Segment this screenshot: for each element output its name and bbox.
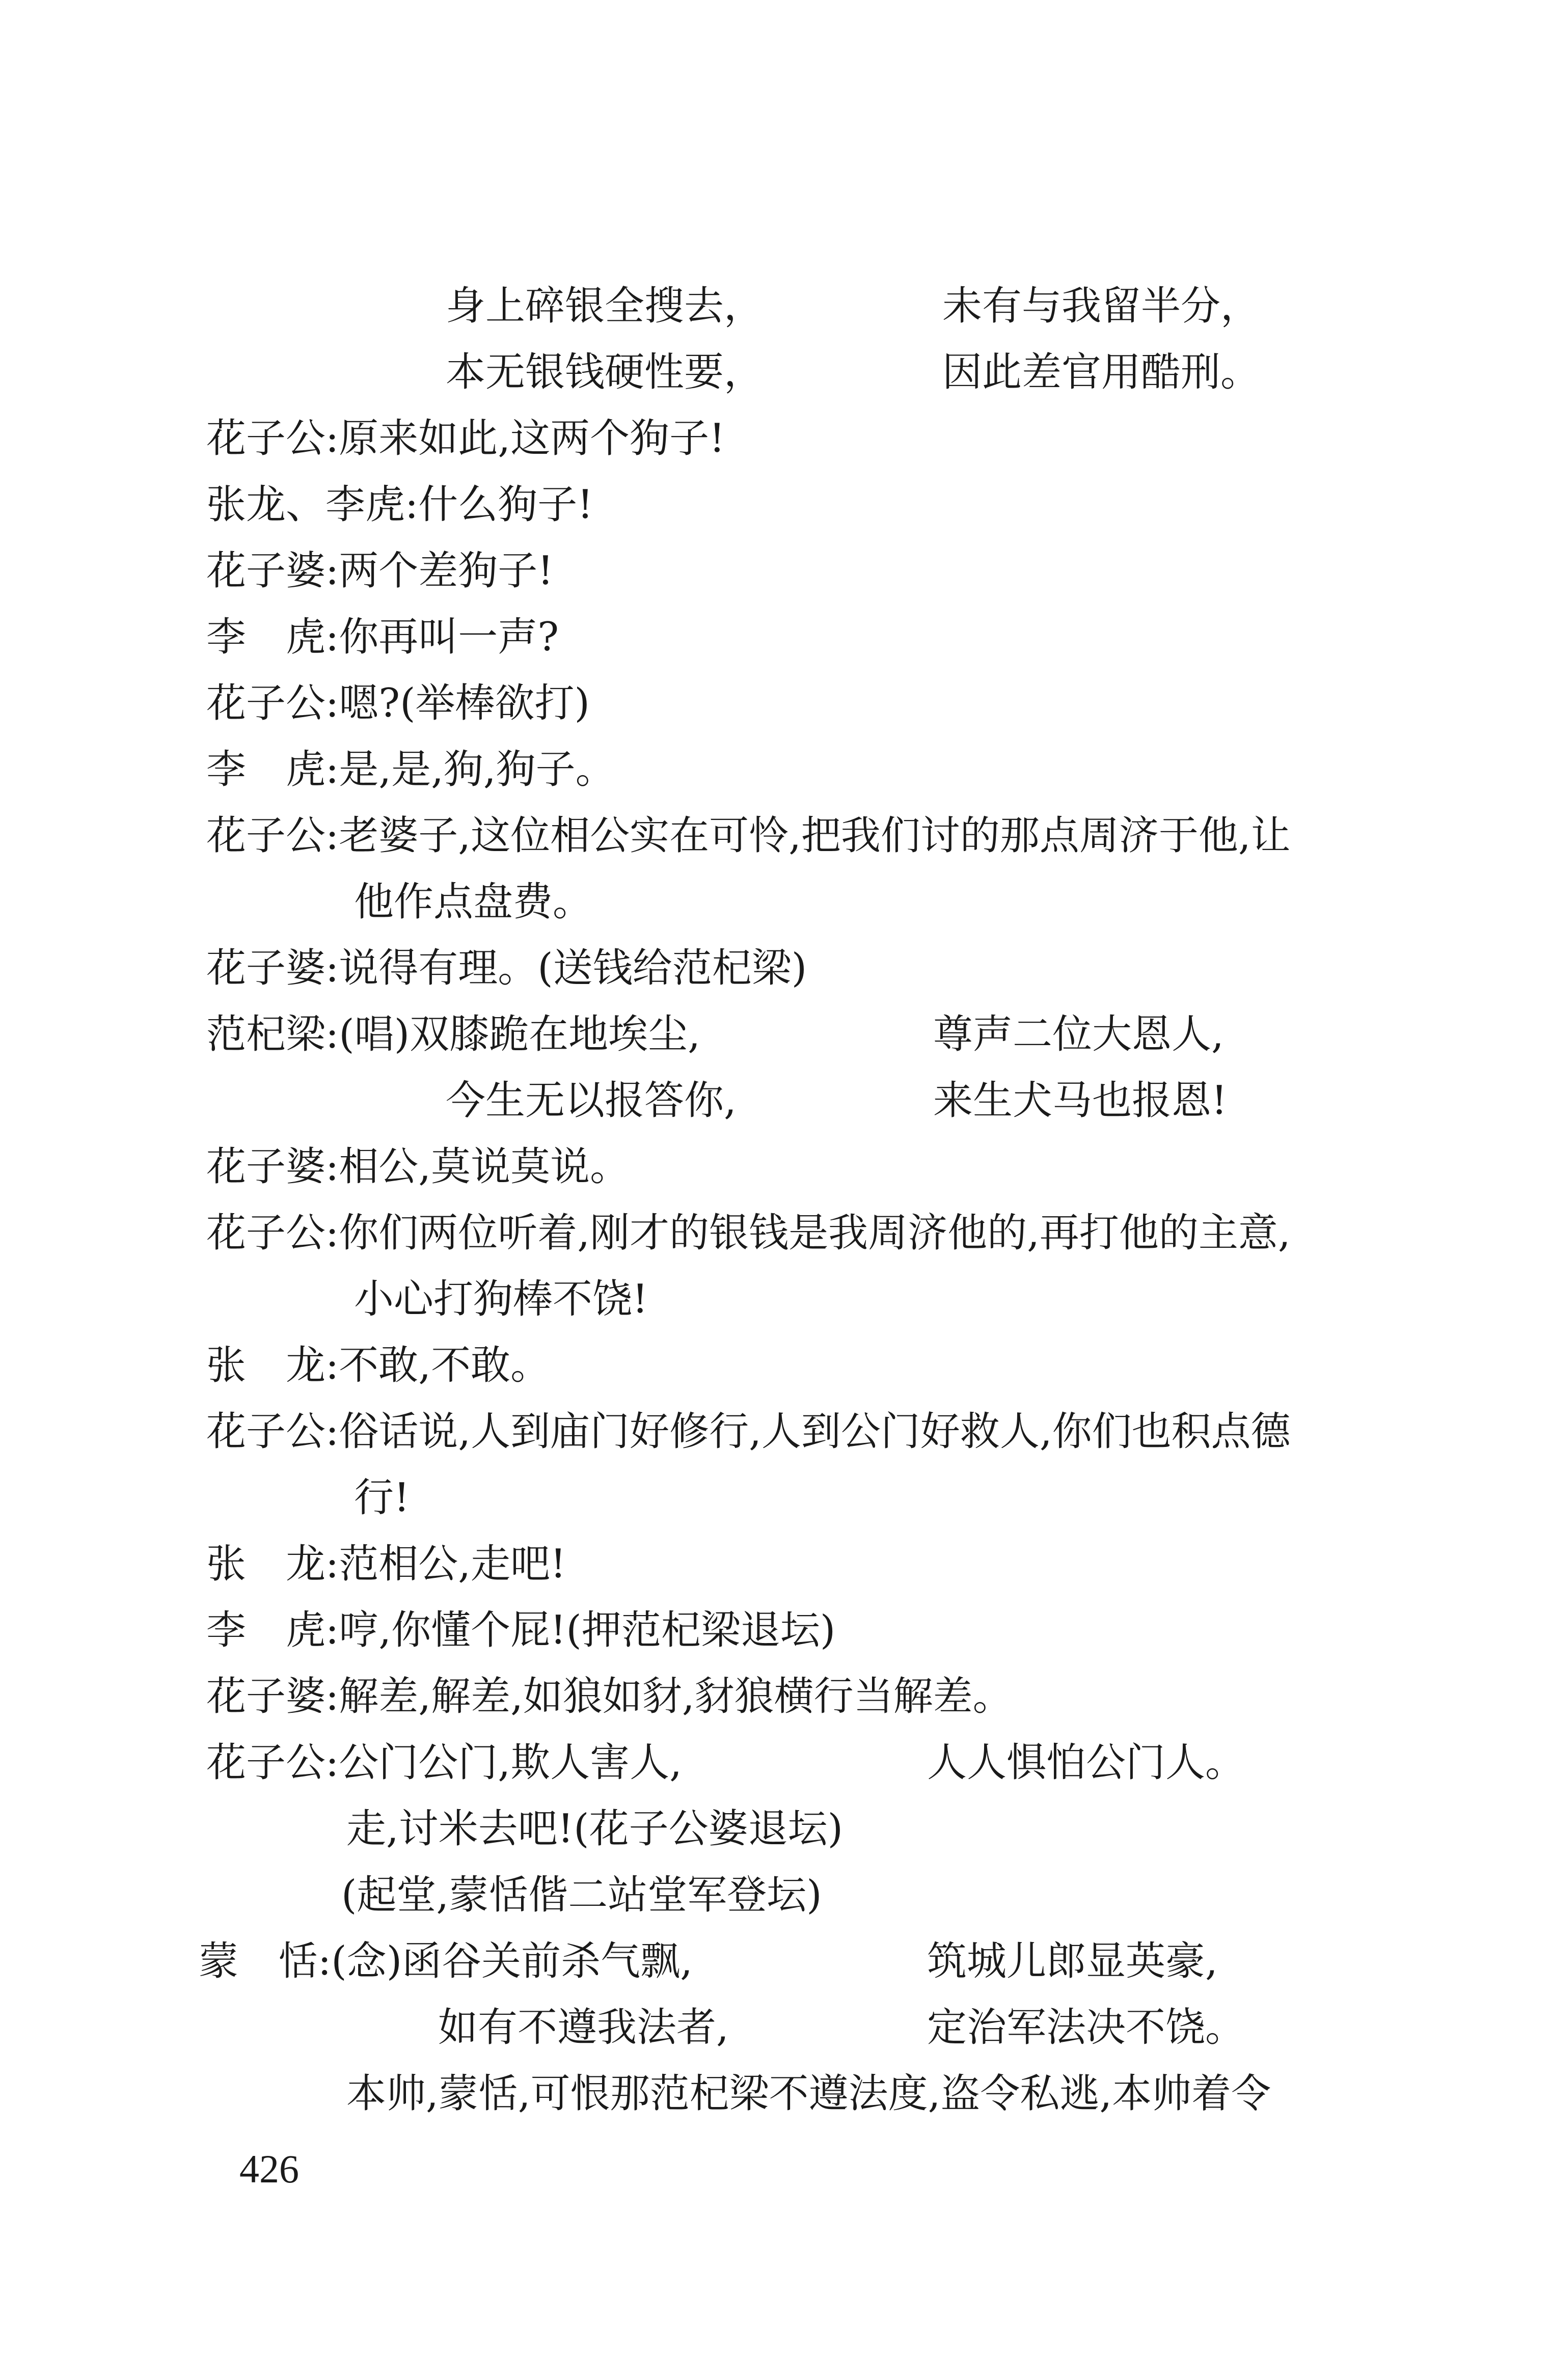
verse-line: 尊声二位大恩人, [933, 1011, 1224, 1057]
dialogue-line: 花子婆:解差,解差,如狼如豺,豺狼横行当解差。 [206, 1674, 1013, 1719]
page-number: 426 [239, 2147, 299, 2191]
dialogue-line: 范杞梁:(唱)双膝跪在地埃尘, [206, 1011, 700, 1057]
dialogue-continuation: 行! [354, 1475, 410, 1521]
verse-line-2a: 本无银钱硬性要， [446, 349, 764, 395]
verse-line: 如有不遵我法者, [438, 2005, 729, 2050]
verse-line: 今生无以报答你, [446, 1078, 737, 1124]
dialogue-line: 花子婆:说得有理。(送钱给范杞梁) [206, 945, 807, 991]
verse-line: 人人惧怕公门人。 [927, 1740, 1245, 1786]
dialogue-line: 花子公:你们两位听着,刚才的银钱是我周济他的,再打他的主意, [206, 1210, 1291, 1256]
dialogue-line: 蒙 恬:(念)函谷关前杀气飘, [199, 1938, 693, 1984]
verse-line-2b: 因此差官用酷刑。 [942, 349, 1261, 395]
dialogue-line: 花子公:原来如此,这两个狗子! [206, 416, 725, 461]
dialogue-line: 张龙、李虎:什么狗子! [206, 482, 593, 528]
dialogue-line: 花子婆:两个差狗子! [206, 548, 554, 594]
dialogue-line: 张 龙:范相公,走吧! [206, 1541, 566, 1587]
dialogue-line: 李 虎:你再叫一声? [206, 614, 559, 660]
verse-line: 筑城儿郎显英豪, [927, 1938, 1218, 1984]
dialogue-continuation: 走,讨米去吧!(花子公婆退坛) [346, 1806, 843, 1852]
verse-line: 来生犬马也报恩! [933, 1078, 1228, 1124]
verse-line-1b: 未有与我留半分， [942, 283, 1261, 329]
dialogue-line: 花子公:嗯?(举棒欲打) [206, 680, 590, 726]
verse-line: 定治军法决不饶。 [927, 2005, 1245, 2050]
narration-line: 本帅,蒙恬,可恨那范杞梁不遵法度,盗令私逃,本帅着令 [346, 2071, 1271, 2117]
dialogue-line: 花子公:公门公门,欺人害人, [206, 1740, 682, 1786]
dialogue-line: 李 虎:哼,你懂个屁!(押范杞梁退坛) [206, 1607, 836, 1653]
dialogue-line: 花子公:俗话说,人到庙门好修行,人到公门好救人,你们也积点德 [206, 1409, 1291, 1455]
verse-line-1a: 身上碎银全搜去， [446, 283, 764, 329]
dialogue-line: 李 虎:是,是,狗,狗子。 [206, 747, 615, 792]
dialogue-line: 花子公:老婆子,这位相公实在可怜,把我们讨的那点周济于他,让 [206, 813, 1291, 859]
dialogue-line: 花子婆:相公,莫说莫说。 [206, 1144, 630, 1190]
stage-direction: (起堂,蒙恬偕二站堂军登坛) [341, 1872, 822, 1918]
dialogue-line: 张 龙:不敢,不敢。 [206, 1343, 551, 1388]
dialogue-continuation: 他作点盘费。 [354, 879, 593, 925]
dialogue-continuation: 小心打狗棒不饶! [354, 1276, 648, 1322]
